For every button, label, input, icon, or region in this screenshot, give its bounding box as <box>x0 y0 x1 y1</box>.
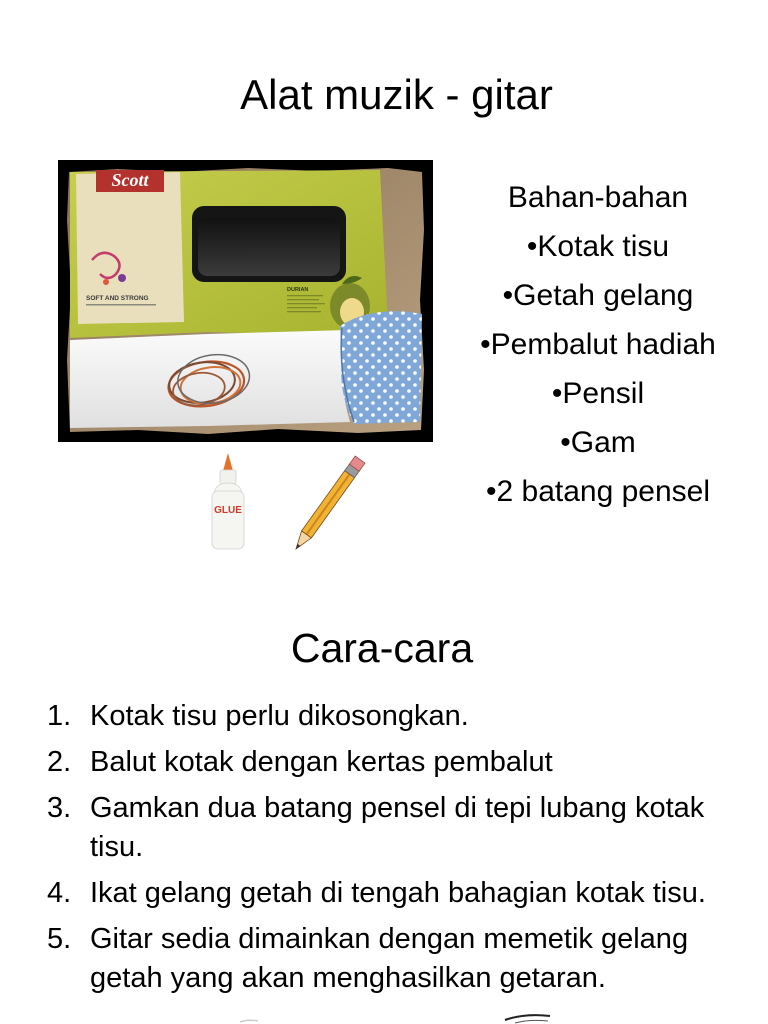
materials-item: •Pembalut hadiah <box>480 328 716 361</box>
step-item <box>0 874 768 913</box>
box-fine-print <box>287 295 323 296</box>
step-number: 1. <box>47 700 72 732</box>
brand-logo: Scott <box>111 170 149 190</box>
glue-label: GLUE <box>214 505 242 516</box>
glue-bottle-icon <box>188 447 268 555</box>
step-number: 3. <box>47 792 72 824</box>
step-text: Gitar sedia dimainkan dengan memetik gelang <box>90 923 689 955</box>
glue-body <box>212 491 244 549</box>
logo-dot <box>118 274 126 282</box>
step-text: Balut kotak dengan kertas pembalut <box>90 746 553 778</box>
logo-dot <box>103 279 109 285</box>
step-text: Gamkan dua batang pensel di tepi lubang kotak <box>90 792 705 824</box>
sketch-stroke <box>240 1020 258 1022</box>
sketch-stroke <box>515 1020 548 1023</box>
step-item <box>0 743 768 782</box>
tissue-box-slot-inner <box>198 218 340 276</box>
box-fine-print <box>287 307 317 308</box>
step-item <box>0 697 768 736</box>
materials-item: •Gam <box>560 426 636 459</box>
step-item <box>0 920 768 998</box>
step-number: 2. <box>47 746 72 778</box>
glue-cap <box>220 470 236 484</box>
materials-heading: Bahan-bahan <box>507 181 689 214</box>
materials-item: •2 batang pensel <box>485 475 711 508</box>
sketch-stroke <box>505 1015 550 1020</box>
step-text: Ikat gelang getah di tengah bahagian kotak tisu. <box>90 877 706 909</box>
step-number: 4. <box>47 877 72 909</box>
materials-list <box>468 173 728 516</box>
page-title: Alat muzik - gitar <box>240 71 553 118</box>
materials-item: •Pensil <box>551 377 645 410</box>
box-fine-print <box>287 303 325 304</box>
steps-heading: Cara-cara <box>290 625 474 671</box>
materials-item: •Getah gelang <box>502 279 694 312</box>
glue-nozzle <box>223 453 233 471</box>
steps-list <box>0 697 768 1005</box>
white-paper <box>70 330 350 428</box>
pencil-stripe <box>307 474 350 534</box>
wrapping-paper <box>340 311 422 424</box>
step-item <box>0 789 768 867</box>
pencil-icon <box>288 449 368 555</box>
box-fine-print <box>287 311 321 312</box>
step-text: tisu. <box>90 831 144 863</box>
materials-item: •Kotak tisu <box>526 230 670 263</box>
box-fine-print <box>287 299 319 300</box>
partial-illustration-bottom <box>230 1000 570 1024</box>
step-text: getah yang akan menghasilkan getaran. <box>90 962 606 994</box>
tissue-box-materials-photo <box>58 160 433 442</box>
box-tagline: SOFT AND STRONG <box>86 295 149 302</box>
label-rule <box>86 304 156 306</box>
box-flavour: DURIAN <box>287 287 309 293</box>
step-number: 5. <box>47 923 72 955</box>
step-text: Kotak tisu perlu dikosongkan. <box>90 700 469 732</box>
